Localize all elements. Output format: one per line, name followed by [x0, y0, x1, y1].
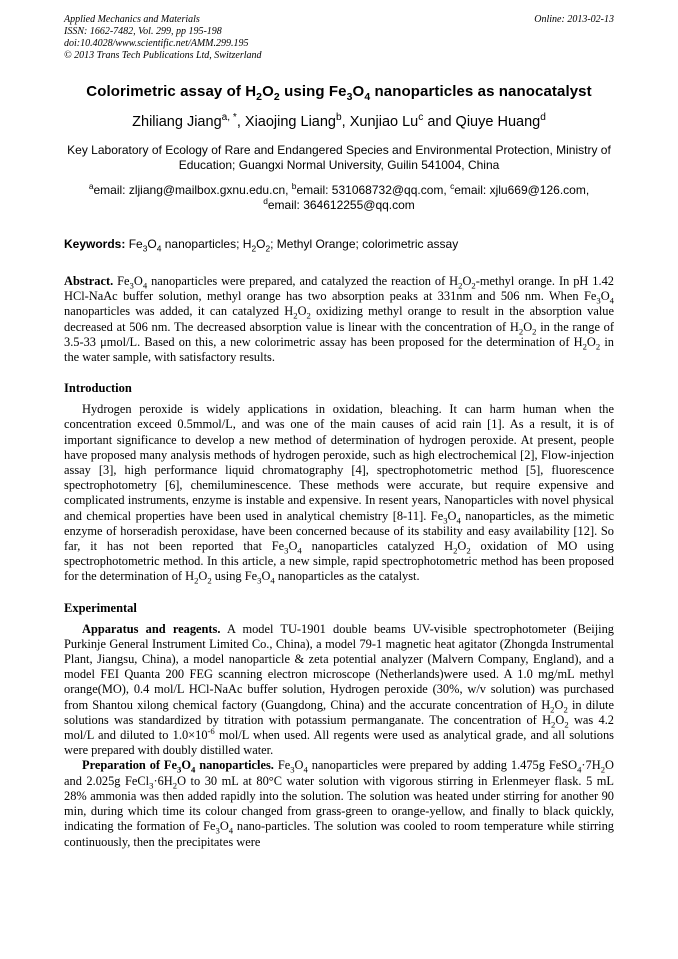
running-header [64, 14, 614, 62]
doi: doi:10.4028/www.scientific.net/AMM.299.195 [64, 38, 249, 49]
section-heading-introduction: Introduction [64, 381, 132, 396]
keywords: Keywords: $Fe_3O_4$ nanoparticles; $H_2O_2$; Methyl Orange; colorimetric assay [64, 237, 459, 254]
preparation-paragraph: Preparation of $Fe_3O_4$ nanoparticles. $Fe_3O_4$ nanoparticles were prepared by adding 1.475g $FeSO_4\cdot 7H_2O$ and 2.025g $FeCl_3\cdot 6H_2O$ to 30 mL at 80°C water solution with vigorous stirring in Erlenmeyer flask. 5 mL 28% ammonia was then added rapidly into the solution. The solution was heated under stirring for another 90 min, during which time its colour changed from grass-green to orange-yellow, and finally to black quickly, indicating the formation of $Fe_3O_4$ nano-particles. The solution was cooled to room temperature while stirring continuously, then the precipitates were [64, 758, 615, 849]
apparatus-paragraph: Apparatus and reagents. A model TU-1901 double beams UV-visible spectrophotometer (Beijing Purkinje General Instrument Limited Co., China), a model 79-1 magnetic heat agitator (Zhongda Instrumental Plant, Jiangsu, China), a model nanoparticle & zeta potential analyzer (Malvern Company, England), and a model FEI Quanta 200 FEG scanning electron microscope (Netherlands)were used. A 1.0 mg/mL methyl orange(MO), 0.4 mol/L HCl-NaAc buffer solution, Hydrogen peroxide (30%, w/v solution) was purchased from Shantou xilong chemical factory (Guangdong, China) and the accurate concentration of $H_2O_2$ in dilute solutions was standardized by titration with potassium permanganate. The concentration of $H_2O_2$ was 4.2 mol/L and diluted to $1.0\times 10^{-6}$ mol/L when used. All regents were used as analytical grade, and all solutions were prepared with doubly distilled water. [64, 621, 614, 758]
author-emails: $^a$email: zljiang@mailbox.gxnu.edu.cn, $^b$email: 531068732@qq.com, $^c$email: xjlu669@126.com, $^d$email: 364612255@qq.com [88, 181, 590, 212]
paper-title: Colorimetric assay of $H_2O_2$ using $Fe_3O_4$ nanoparticles as nanocatalyst [86, 83, 592, 103]
affiliation: Key Laboratory of Ecology of Rare and Endangered Species and Environmental Protection, Ministry of Education; Guangxi Normal University, Guilin 541004, China [67, 143, 611, 172]
online-date: Online: 2013-02-13 [534, 14, 614, 25]
journal-info [64, 14, 262, 62]
preparation-label: Preparation of $Fe_3O_4$ nanoparticles. [82, 758, 274, 775]
section-heading-experimental: Experimental [64, 600, 137, 615]
copyright: © 2013 Trans Tech Publications Ltd, Switzerland [64, 50, 262, 61]
abstract-label: Abstract. [64, 274, 114, 288]
abstract: Abstract. $Fe_3O_4$ nanoparticles were prepared, and catalyzed the reaction of $H_2O_2$-methyl orange. In pH 1.42 HCl-NaAc buffer solution, methyl orange has two absorption peaks at 331nm and 506 nm. When $Fe_3O_4$ nanoparticles was added, it can catalyzed $H_2O_2$ oxidizing methyl orange to result in the absorption value decreased at 506 nm. The decreased absorption value is linear with the concentration of $H_2O_2$ in the range of 3.5-33 μmol/L. Based on this, a new colorimetric assay has been proposed for the determination of $H_2O_2$ in the water sample, with satisfactory results. [64, 274, 614, 365]
apparatus-label: Apparatus and reagents. [82, 621, 221, 636]
issn: ISSN: 1662-7482, Vol. 299, pp 195-198 [64, 26, 222, 37]
paper-page [64, 14, 614, 850]
author-list: Zhiliang Jiang$^{a, *}$, Xiaojing Liang$^b$, Xunjiao Lu$^c$ and Qiuye Huang$^d$ [132, 112, 546, 130]
journal-name: Applied Mechanics and Materials [64, 14, 200, 25]
introduction-paragraph: Hydrogen peroxide is widely applications in oxidation, bleaching. It can harm human when the concentration exceed 0.5mmol/L, and was one of the main causes of acid rain [1]. As a result, it is of important significance to develop a new method of determination of hydrogen peroxide. At present, people have proposed many analysis methods of hydrogen peroxide, such as high electrochemical [2], Flow-injection assay [3], high performance liquid chromatography [4], spectrophotometric method [5], fluorescence spectrophotometry [6], chemiluminescence. These methods were accurate, but require expensive and complicated instruments, enzyme is instable and expensive. In resent years, Nanoparticles with novel physical and chemical properties have been used in analytical chemistry [8-11]. $Fe_3O_4$ nanoparticles, as the mimetic enzyme of horseradish peroxidase, have been concerned because of its stability and easy availability [12]. So far, it has not been reported that $Fe_3O_4$ nanoparticles catalyzed $H_2O_2$ oxidation of MO using spectrophotometric method. In this article, a new simple, rapid spectrophotometric method has been proposed for the determination of $H_2O_2$ using $Fe_3O_4$ nanoparticles as the catalyst. [64, 402, 614, 586]
keywords-label: Keywords: [64, 237, 126, 251]
